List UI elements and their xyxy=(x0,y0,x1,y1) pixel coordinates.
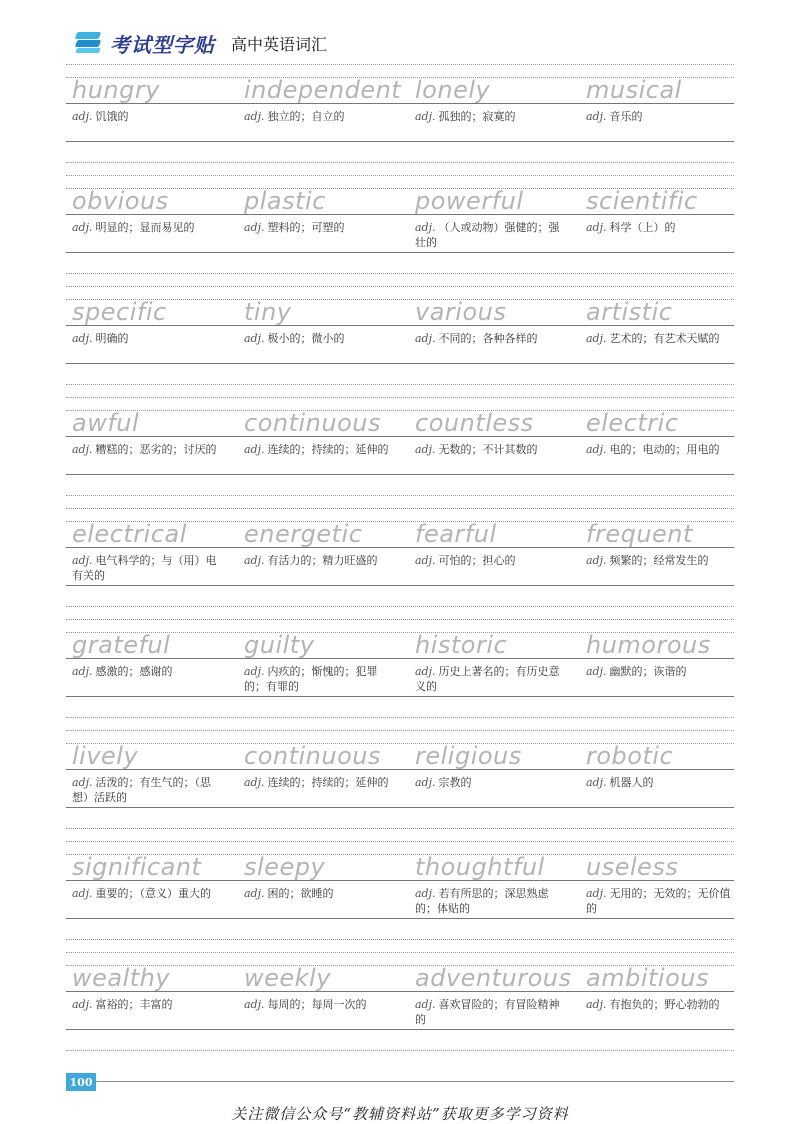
vocab-definition xyxy=(244,886,394,901)
ruled-line xyxy=(66,286,734,287)
vocab-word: continuous xyxy=(244,409,381,437)
definition-text: 有活力的；精力旺盛的 xyxy=(267,554,378,567)
vocab-word: hungry xyxy=(72,76,160,104)
definition-text: 独立的；自立的 xyxy=(267,110,345,123)
definition-text: 宗教的 xyxy=(438,776,472,789)
vocab-definition xyxy=(244,331,394,346)
vocab-definition xyxy=(415,886,565,916)
definition-text: 糟糕的；恶劣的；讨厌的 xyxy=(95,443,217,456)
part-of-speech: adj. xyxy=(586,887,607,900)
part-of-speech: adj. xyxy=(72,776,93,789)
vocab-entry xyxy=(586,965,756,1012)
vocab-word: fearful xyxy=(415,520,497,548)
part-of-speech: adj. xyxy=(244,887,265,900)
definition-text: 音乐的 xyxy=(609,110,643,123)
ruled-line xyxy=(66,585,734,586)
vocab-entry xyxy=(72,299,242,346)
vocab-entry xyxy=(586,410,756,457)
word-row xyxy=(66,397,734,508)
footer-divider xyxy=(96,1081,734,1082)
vocab-word: powerful xyxy=(415,187,524,215)
part-of-speech: adj. xyxy=(415,221,436,234)
ruled-line xyxy=(66,807,734,808)
part-of-speech: adj. xyxy=(72,110,93,123)
vocab-word: electric xyxy=(586,409,679,437)
vocab-entry xyxy=(415,632,585,694)
vocab-entry xyxy=(72,632,242,679)
part-of-speech: adj. xyxy=(72,332,93,345)
part-of-speech: adj. xyxy=(244,554,265,567)
vocab-entry xyxy=(415,77,585,124)
vocab-entry xyxy=(244,743,414,790)
definition-text: 连续的；持续的；延伸的 xyxy=(267,443,389,456)
ruled-line xyxy=(66,1050,734,1051)
definition-text: （人或动物）强健的；强壮的 xyxy=(415,221,560,249)
definition-text: 喜欢冒险的；有冒险精神的 xyxy=(415,998,560,1026)
definition-text: 重要的；（意义）重大的 xyxy=(95,887,212,900)
section-subtitle: 高中英语词汇 xyxy=(231,34,328,54)
vocab-definition xyxy=(72,109,222,124)
ruled-line xyxy=(66,162,734,163)
vocab-definition xyxy=(586,664,736,679)
part-of-speech: adj. xyxy=(586,332,607,345)
vocab-entry xyxy=(72,188,242,235)
part-of-speech: adj. xyxy=(415,998,436,1011)
definition-text: 幽默的；诙谐的 xyxy=(609,665,687,678)
vocab-word: musical xyxy=(586,76,682,104)
vocab-entry xyxy=(415,188,585,250)
vocab-entry xyxy=(72,743,242,805)
vocab-word: energetic xyxy=(244,520,363,548)
definition-text: 历史上著名的；有历史意义的 xyxy=(415,665,560,693)
word-row xyxy=(66,286,734,397)
part-of-speech: adj. xyxy=(72,887,93,900)
ruled-line xyxy=(66,918,734,919)
part-of-speech: adj. xyxy=(586,110,607,123)
brand-title: 考试型字贴 xyxy=(110,32,215,57)
page-number: 100 xyxy=(66,1073,96,1091)
vocab-definition xyxy=(244,109,394,124)
vocab-entry xyxy=(244,188,414,235)
definition-text: 无用的；无效的；无价值的 xyxy=(586,887,731,915)
vocab-definition xyxy=(415,997,565,1027)
definition-text: 艺术的；有艺术天赋的 xyxy=(609,332,720,345)
vocab-word: robotic xyxy=(586,742,674,770)
vocab-definition xyxy=(244,664,394,694)
definition-text: 明显的；显而易见的 xyxy=(95,221,195,234)
ruled-line xyxy=(66,508,734,509)
vocab-word: scientific xyxy=(586,187,698,215)
vocab-entry xyxy=(244,410,414,457)
vocab-word: plastic xyxy=(244,187,326,215)
vocab-entry xyxy=(244,854,414,901)
definition-text: 电的；电动的；用电的 xyxy=(609,443,720,456)
vocab-definition xyxy=(72,220,222,235)
vocab-entry xyxy=(586,521,756,568)
vocab-definition xyxy=(586,775,736,790)
definition-text: 连续的；持续的；延伸的 xyxy=(267,776,389,789)
definition-text: 无数的；不计其数的 xyxy=(438,443,538,456)
vocab-definition xyxy=(244,553,394,568)
definition-text: 塑料的；可塑的 xyxy=(267,221,345,234)
vocab-entry xyxy=(72,854,242,901)
ruled-line xyxy=(66,175,734,176)
part-of-speech: adj. xyxy=(244,110,265,123)
definition-text: 富裕的；丰富的 xyxy=(95,998,173,1011)
footer-note: 关注微信公众号“教辅资料站”获取更多学习资料 xyxy=(231,1105,569,1123)
vocab-definition xyxy=(586,553,736,568)
vocab-word: lively xyxy=(72,742,139,770)
vocab-definition xyxy=(72,997,222,1012)
vocab-entry xyxy=(415,410,585,457)
ruled-line xyxy=(66,952,734,953)
part-of-speech: adj. xyxy=(415,443,436,456)
ruled-line xyxy=(66,474,734,475)
vocab-word: wealthy xyxy=(72,964,171,992)
vocab-word: significant xyxy=(72,853,202,881)
vocab-word: tiny xyxy=(244,298,292,326)
definition-text: 不同的；各种各样的 xyxy=(438,332,538,345)
ruled-line xyxy=(66,252,734,253)
vocab-definition xyxy=(72,664,222,679)
vocab-word: various xyxy=(415,298,507,326)
ruled-line xyxy=(66,141,734,142)
ruled-line xyxy=(66,828,734,829)
vocab-definition xyxy=(586,997,736,1012)
ruled-line xyxy=(66,717,734,718)
definition-text: 困的；欲睡的 xyxy=(267,887,334,900)
vocab-word: independent xyxy=(244,76,402,104)
definition-text: 频繁的；经常发生的 xyxy=(609,554,709,567)
ruled-line xyxy=(66,495,734,496)
word-row xyxy=(66,508,734,619)
word-row xyxy=(66,619,734,730)
definition-text: 科学（上）的 xyxy=(609,221,676,234)
vocab-entry xyxy=(586,632,756,679)
vocab-entry xyxy=(586,299,756,346)
definition-text: 感激的；感谢的 xyxy=(95,665,173,678)
ruled-line xyxy=(66,696,734,697)
vocab-definition xyxy=(244,997,394,1012)
ruled-line xyxy=(66,606,734,607)
definition-text: 明确的 xyxy=(95,332,129,345)
vocab-entry xyxy=(244,521,414,568)
ruled-line xyxy=(66,64,734,65)
vocab-word: adventurous xyxy=(415,964,572,992)
definition-text: 可怕的；担心的 xyxy=(438,554,516,567)
vocab-word: countless xyxy=(415,409,534,437)
vocab-entry xyxy=(244,632,414,694)
part-of-speech: adj. xyxy=(72,554,93,567)
vocab-entry xyxy=(244,77,414,124)
vocab-definition xyxy=(415,331,565,346)
part-of-speech: adj. xyxy=(586,665,607,678)
part-of-speech: adj. xyxy=(244,332,265,345)
vocab-entry xyxy=(244,299,414,346)
vocab-entry xyxy=(415,743,585,790)
part-of-speech: adj. xyxy=(72,998,93,1011)
vocab-word: guilty xyxy=(244,631,315,659)
vocab-word: electrical xyxy=(72,520,187,548)
vocab-entry xyxy=(415,521,585,568)
vocab-word: frequent xyxy=(586,520,693,548)
part-of-speech: adj. xyxy=(244,998,265,1011)
definition-text: 每周的；每周一次的 xyxy=(267,998,367,1011)
ruled-line xyxy=(66,397,734,398)
definition-text: 若有所思的；深思熟虑的；体贴的 xyxy=(415,887,549,915)
vocab-entry xyxy=(244,965,414,1012)
ruled-line xyxy=(66,363,734,364)
definition-text: 孤独的；寂寞的 xyxy=(438,110,516,123)
vocab-definition xyxy=(72,553,222,583)
vocabulary-grid xyxy=(66,64,734,1063)
definition-text: 有抱负的；野心勃勃的 xyxy=(609,998,720,1011)
part-of-speech: adj. xyxy=(72,221,93,234)
vocab-entry xyxy=(586,77,756,124)
vocab-word: specific xyxy=(72,298,167,326)
vocab-entry xyxy=(72,521,242,583)
page-header xyxy=(74,26,327,60)
part-of-speech: adj. xyxy=(415,110,436,123)
vocab-word: lonely xyxy=(415,76,491,104)
vocab-entry xyxy=(72,77,242,124)
vocab-entry xyxy=(586,188,756,235)
vocab-word: obvious xyxy=(72,187,169,215)
vocab-definition xyxy=(586,886,736,916)
word-row xyxy=(66,730,734,841)
vocab-word: grateful xyxy=(72,631,171,659)
vocab-word: humorous xyxy=(586,631,711,659)
part-of-speech: adj. xyxy=(415,776,436,789)
part-of-speech: adj. xyxy=(415,554,436,567)
vocab-word: useless xyxy=(586,853,679,881)
ruled-line xyxy=(66,384,734,385)
vocab-definition xyxy=(415,775,565,790)
vocab-definition xyxy=(586,331,736,346)
part-of-speech: adj. xyxy=(415,332,436,345)
vocab-word: artistic xyxy=(586,298,673,326)
part-of-speech: adj. xyxy=(72,665,93,678)
part-of-speech: adj. xyxy=(415,665,436,678)
vocab-definition xyxy=(415,553,565,568)
vocab-definition xyxy=(586,109,736,124)
vocab-definition xyxy=(72,331,222,346)
books-logo-icon xyxy=(74,30,102,56)
ruled-line xyxy=(66,1029,734,1030)
vocab-word: thoughtful xyxy=(415,853,545,881)
part-of-speech: adj. xyxy=(586,221,607,234)
ruled-line xyxy=(66,939,734,940)
vocab-word: continuous xyxy=(244,742,381,770)
vocab-word: sleepy xyxy=(244,853,326,881)
part-of-speech: adj. xyxy=(586,443,607,456)
vocab-entry xyxy=(415,299,585,346)
vocab-definition xyxy=(72,442,222,457)
ruled-line xyxy=(66,273,734,274)
vocab-definition xyxy=(72,886,222,901)
part-of-speech: adj. xyxy=(586,998,607,1011)
definition-text: 饥饿的 xyxy=(95,110,129,123)
vocab-definition xyxy=(72,775,222,805)
vocab-definition xyxy=(244,775,394,790)
part-of-speech: adj. xyxy=(244,221,265,234)
part-of-speech: adj. xyxy=(72,443,93,456)
word-row xyxy=(66,64,734,175)
vocab-word: ambitious xyxy=(586,964,709,992)
vocab-word: weekly xyxy=(244,964,331,992)
vocab-entry xyxy=(415,965,585,1027)
part-of-speech: adj. xyxy=(244,443,265,456)
vocab-entry xyxy=(72,410,242,457)
vocab-definition xyxy=(415,664,565,694)
vocab-word: historic xyxy=(415,631,508,659)
vocab-entry xyxy=(72,965,242,1012)
definition-text: 电气科学的；与（用）电有关的 xyxy=(72,554,217,582)
vocab-entry xyxy=(586,743,756,790)
part-of-speech: adj. xyxy=(244,665,265,678)
ruled-line xyxy=(66,730,734,731)
vocab-definition xyxy=(415,442,565,457)
vocab-definition xyxy=(586,220,736,235)
part-of-speech: adj. xyxy=(244,776,265,789)
vocab-definition xyxy=(415,220,565,250)
ruled-line xyxy=(66,841,734,842)
vocab-word: religious xyxy=(415,742,522,770)
definition-text: 活泼的；有生气的；（思想）活跃的 xyxy=(72,776,212,804)
part-of-speech: adj. xyxy=(586,554,607,567)
part-of-speech: adj. xyxy=(415,887,436,900)
definition-text: 极小的；微小的 xyxy=(267,332,345,345)
vocab-entry xyxy=(415,854,585,916)
part-of-speech: adj. xyxy=(586,776,607,789)
word-row xyxy=(66,841,734,952)
definition-text: 内疚的；惭愧的；犯罪的；有罪的 xyxy=(244,665,378,693)
vocab-definition xyxy=(586,442,736,457)
vocab-entry xyxy=(586,854,756,916)
vocab-definition xyxy=(415,109,565,124)
vocab-word: awful xyxy=(72,409,140,437)
vocab-definition xyxy=(244,220,394,235)
ruled-line xyxy=(66,619,734,620)
definition-text: 机器人的 xyxy=(609,776,654,789)
word-row xyxy=(66,175,734,286)
word-row xyxy=(66,952,734,1063)
vocab-definition xyxy=(244,442,394,457)
